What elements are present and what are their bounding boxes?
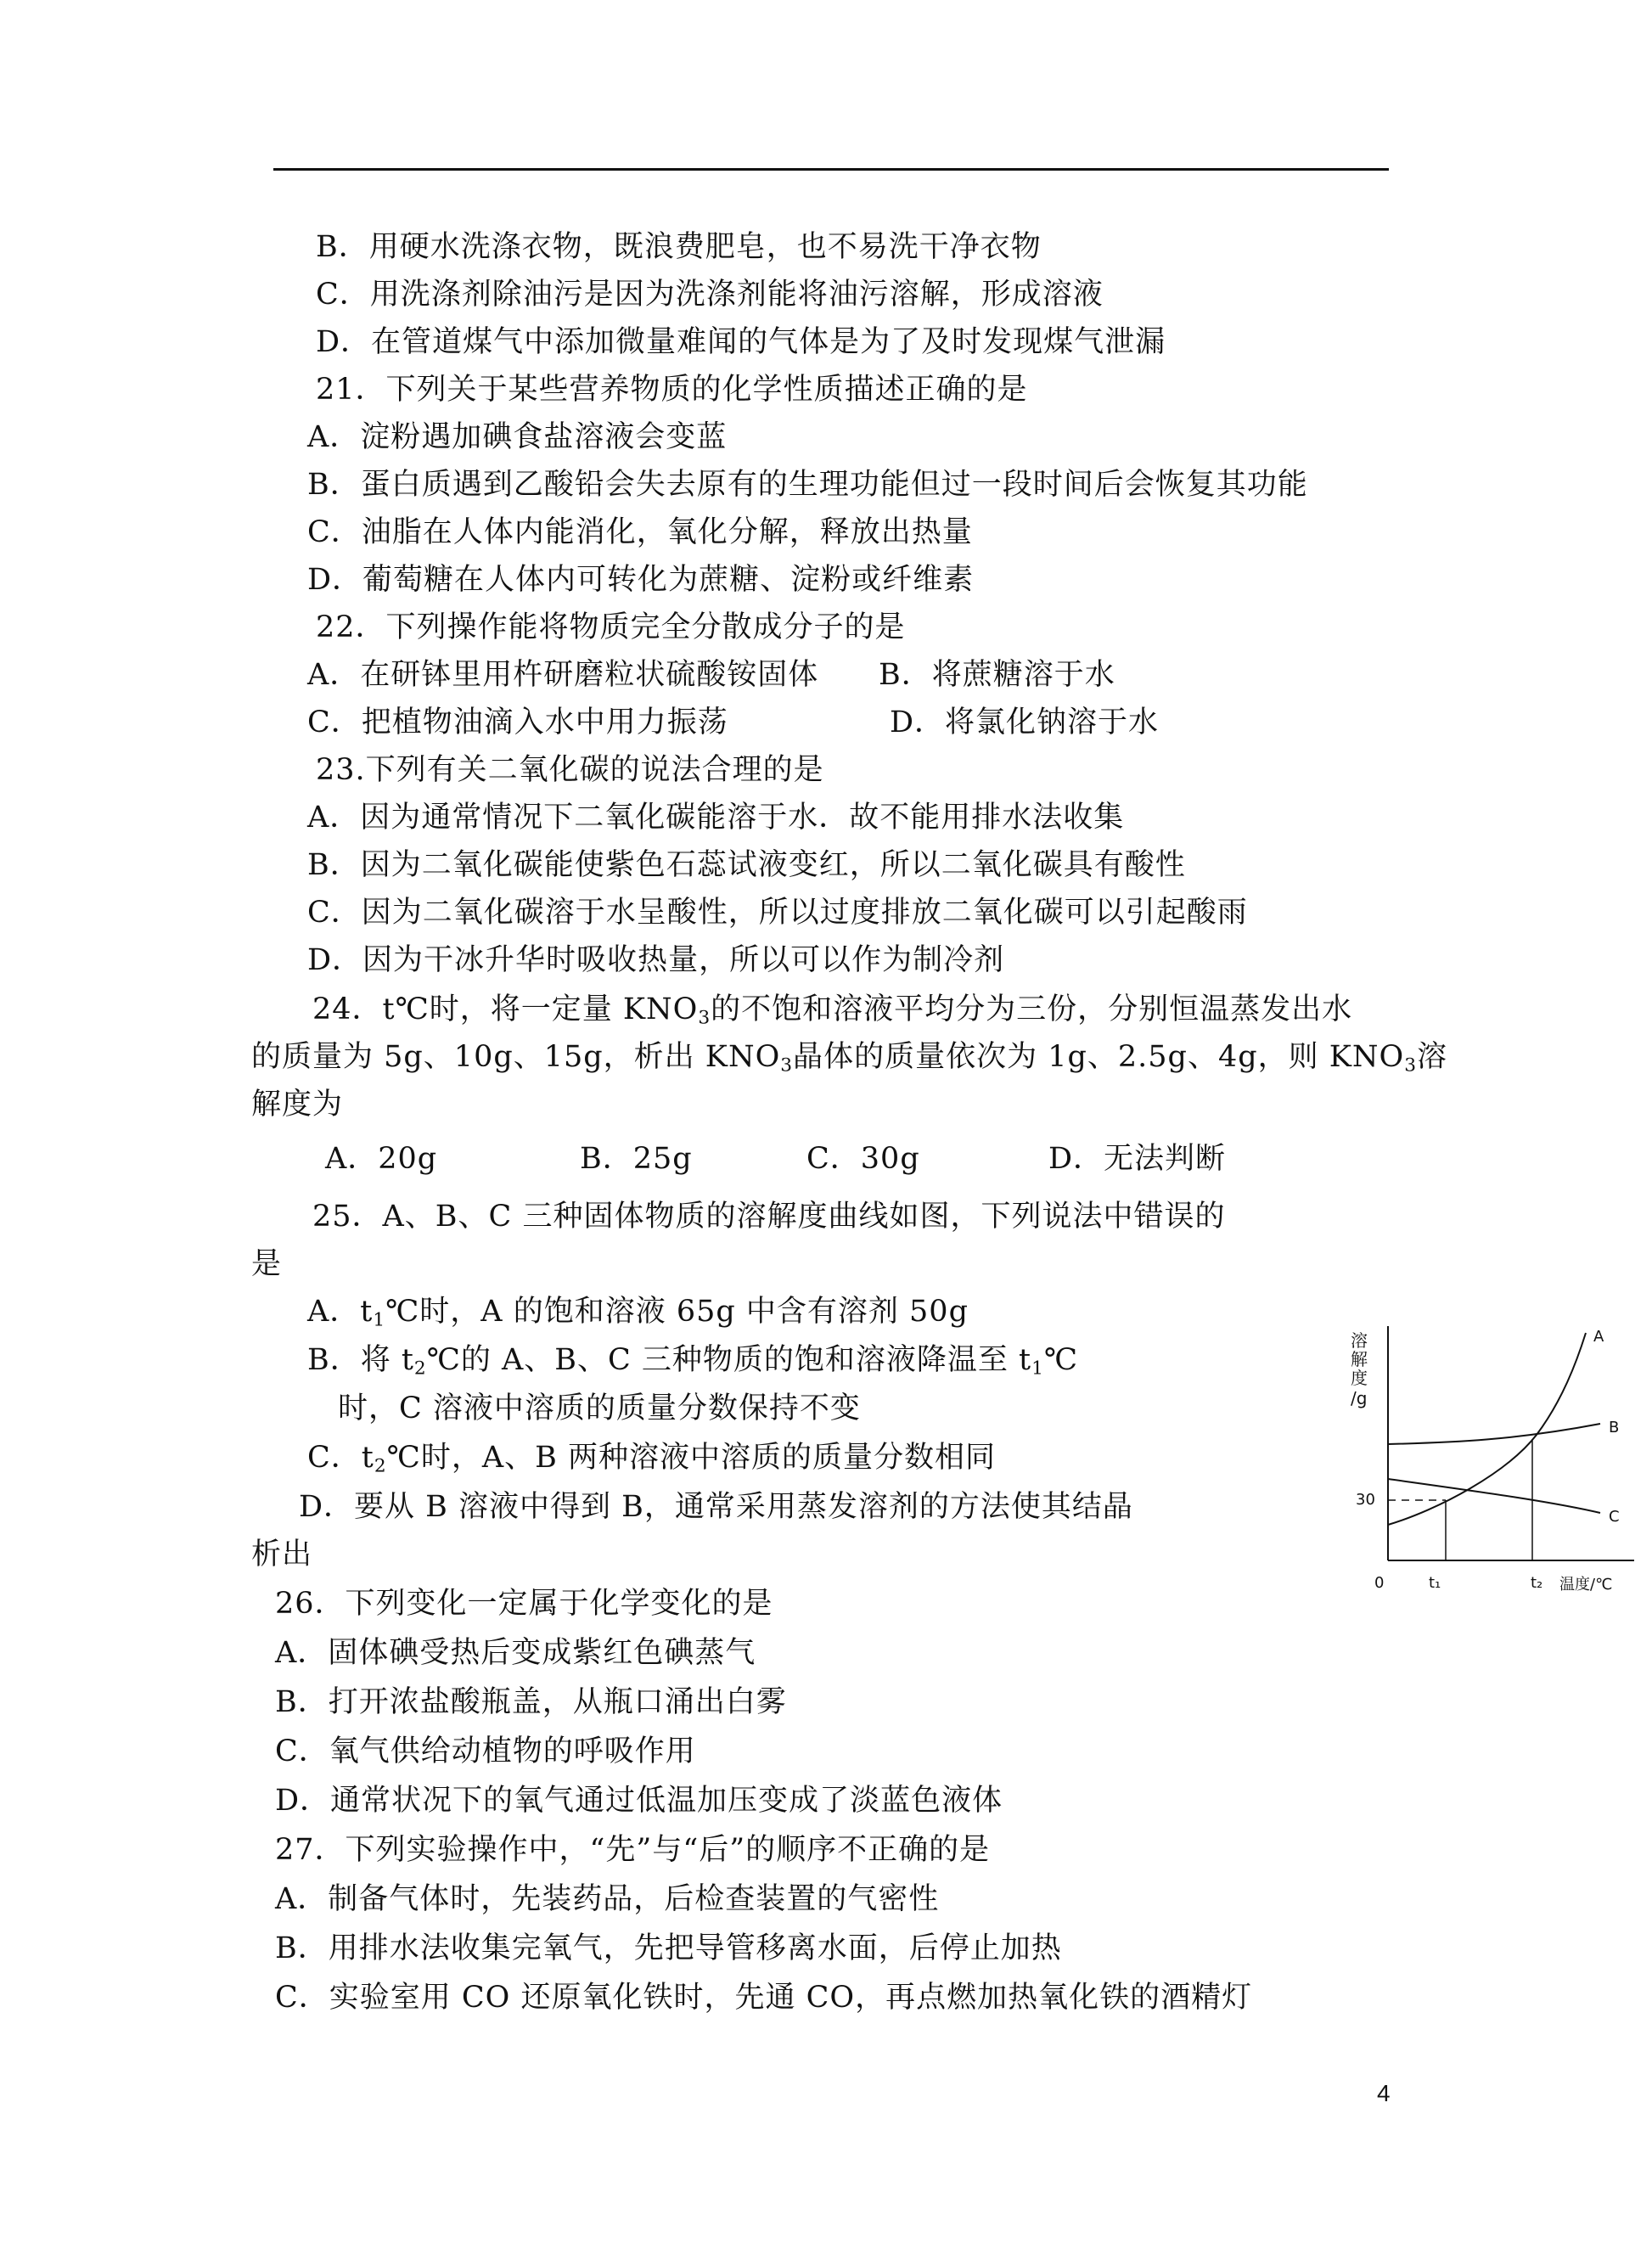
q22-option-d: D．将氯化钠溶于水 xyxy=(890,706,1160,739)
q22-option-c: C．把植物油滴入水中用力振荡 xyxy=(307,706,728,739)
q24-stem-line3: 解度为 xyxy=(251,1088,344,1122)
q25-option-a: A．$t_1℃$时，A 的饱和溶液 65g 中含有溶剂 50g xyxy=(307,1295,969,1331)
ylabel-char-3: 度 xyxy=(1351,1368,1368,1388)
origin-label: 0 xyxy=(1374,1574,1385,1592)
q26-option-a: A．固体碘受热后变成紫红色碘蒸气 xyxy=(275,1636,756,1670)
q23-option-b: B．因为二氧化碳能使紫色石蕊试液变红，所以二氧化碳具有酸性 xyxy=(307,848,1186,882)
q26-stem: 26．下列变化一定属于化学变化的是 xyxy=(275,1587,773,1621)
q25-option-d-line2: 析出 xyxy=(251,1538,313,1571)
q20-option-c: C．用洗涤剂除油污是因为洗涤剂能将油污溶解，形成溶液 xyxy=(316,278,1104,312)
q21-option-b: B．蛋白质遇到乙酸铅会失去原有的生理功能但过一段时间后会恢复其功能 xyxy=(307,468,1308,502)
y-tick-30: 30 xyxy=(1356,1491,1375,1509)
q21-option-a: A．淀粉遇加碘食盐溶液会变蓝 xyxy=(307,420,728,454)
q24-option-d: D．无法判断 xyxy=(1048,1142,1227,1176)
q23-option-d: D．因为干冰升华时吸收热量，所以可以作为制冷剂 xyxy=(307,943,1005,977)
x-axis-label: 温度/℃ xyxy=(1559,1576,1613,1594)
q25-option-c: C．$t_2℃$时，A、B 两种溶液中溶质的质量分数相同 xyxy=(307,1441,996,1477)
x-tick-t2: t₂ xyxy=(1531,1574,1543,1592)
q22-option-a: A．在研钵里用杵研磨粒状硫酸铵固体 xyxy=(307,658,819,692)
curve-label-b: B xyxy=(1609,1419,1620,1436)
ylabel-char-4: /g xyxy=(1351,1388,1368,1408)
q24-option-c: C．30g xyxy=(806,1142,920,1176)
q25-option-b-line1: B．将 $t_2℃$的 A、B、C 三种物质的饱和溶液降温至 $t_1℃$ xyxy=(307,1343,1079,1380)
page-number: 4 xyxy=(1377,2080,1391,2106)
curve-label-a: A xyxy=(1593,1328,1604,1346)
curve-b xyxy=(1388,1424,1600,1444)
q24-option-a: A．20g xyxy=(325,1142,438,1176)
q20-option-d: D．在管道煤气中添加微量难闻的气体是为了及时发现煤气泄漏 xyxy=(316,325,1166,359)
curve-label-c: C xyxy=(1609,1508,1620,1526)
q27-option-b: B．用排水法收集完氧气，先把导管移离水面，后停止加热 xyxy=(275,1931,1062,1965)
ylabel-char-2: 解 xyxy=(1351,1349,1368,1369)
q26-option-b: B．打开浓盐酸瓶盖，从瓶口涌出白雾 xyxy=(275,1685,787,1719)
q24-stem-line1: 24．t℃时，将一定量 $KNO_3$的不饱和溶液平均分为三份，分别恒温蒸发出水 xyxy=(312,992,1353,1029)
q25-option-d-line1: D．要从 B 溶液中得到 B，通常采用蒸发溶剂的方法使其结晶 xyxy=(299,1490,1133,1524)
q26-option-c: C．氧气供给动植物的呼吸作用 xyxy=(275,1734,696,1768)
q27-stem: 27．下列实验操作中，“先”与“后”的顺序不正确的是 xyxy=(275,1833,991,1867)
q23-option-c: C．因为二氧化碳溶于水呈酸性，所以过度排放二氧化碳可以引起酸雨 xyxy=(307,896,1248,930)
ylabel-char-1: 溶 xyxy=(1351,1330,1368,1351)
q25-option-b-line2: 时，C 溶液中溶质的质量分数保持不变 xyxy=(338,1391,861,1425)
q21-stem: 21．下列关于某些营养物质的化学性质描述正确的是 xyxy=(316,373,1028,407)
q21-option-d: D．葡萄糖在人体内可转化为蔗糖、淀粉或纤维素 xyxy=(307,563,975,597)
q20-option-b: B．用硬水洗涤衣物，既浪费肥皂，也不易洗干净衣物 xyxy=(316,230,1042,264)
q27-option-a: A．制备气体时，先装药品，后检查装置的气密性 xyxy=(275,1882,940,1916)
x-tick-t1: t₁ xyxy=(1429,1574,1441,1592)
q25-stem-line2: 是 xyxy=(251,1247,283,1281)
q23-option-a: A．因为通常情况下二氧化碳能溶于水．故不能用排水法收集 xyxy=(307,801,1125,835)
q25-stem-line1: 25．A、B、C 三种固体物质的溶解度曲线如图，下列说法中错误的 xyxy=(312,1200,1226,1234)
solubility-curve-figure xyxy=(1346,1316,1647,1596)
q22-stem: 22．下列操作能将物质完全分散成分子的是 xyxy=(316,610,906,644)
q24-option-b: B．25g xyxy=(580,1142,693,1176)
q21-option-c: C．油脂在人体内能消化，氧化分解，释放出热量 xyxy=(307,515,973,549)
curve-a xyxy=(1388,1333,1586,1525)
q22-option-b: B．将蔗糖溶于水 xyxy=(879,658,1115,692)
curve-c xyxy=(1388,1479,1600,1513)
header-rule xyxy=(273,168,1389,171)
q27-option-c: C．实验室用 CO 还原氧化铁时，先通 CO，再点燃加热氧化铁的酒精灯 xyxy=(275,1981,1253,2015)
q26-option-d: D．通常状况下的氧气通过低温加压变成了淡蓝色液体 xyxy=(275,1784,1003,1818)
q24-stem-line2: 的质量为 5g、10g、15g，析出 $KNO_3$晶体的质量依次为 1g、2.5g、4g，则 $KNO_3$溶 xyxy=(251,1040,1448,1077)
q23-stem: 23.下列有关二氧化碳的说法合理的是 xyxy=(316,753,824,787)
